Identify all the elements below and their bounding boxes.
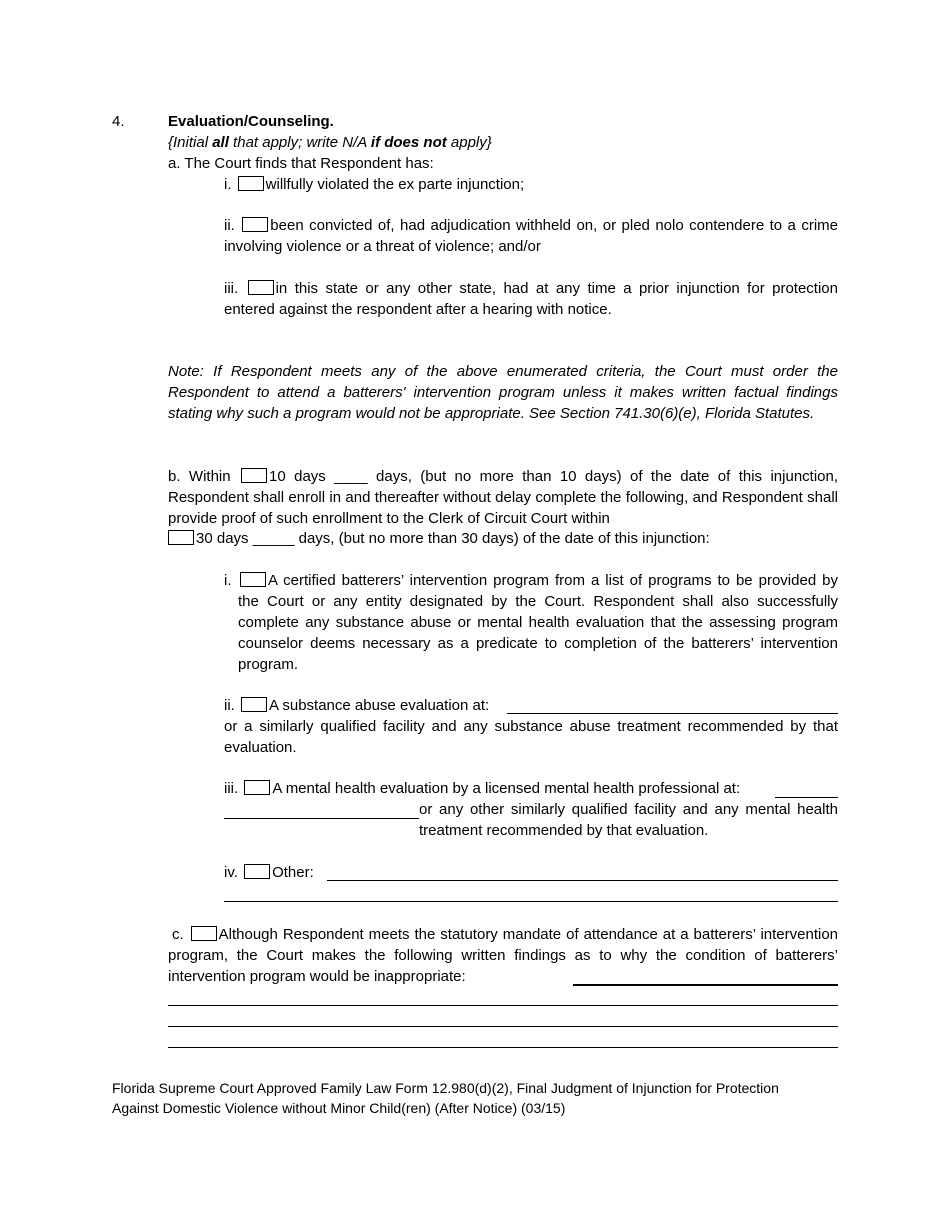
part-b-30days: 30 days _____ days, (but no more than 30 days) of the date of this injunction:: [168, 528, 710, 549]
initial-box-b-30days[interactable]: [168, 530, 194, 545]
substance-facility-line[interactable]: [507, 713, 838, 714]
section-title: Evaluation/Counseling.: [168, 113, 334, 130]
part-b-item-ii-cont: or a similarly qualified facility and any substance abuse treatment recommended by that evaluation.: [224, 718, 838, 756]
part-a-intro: a. The Court finds that Respondent has:: [168, 155, 434, 172]
part-b-item-iii-cont-1: or any other similarly qualified facility and any mental health treatment recommended by that evaluation.: [419, 801, 838, 839]
footer-line-2: Against Domestic Violence without Minor Child(ren) (After Notice) (03/15): [112, 1100, 566, 1116]
section-instruction: {Initial all that apply; write N/A if does not apply}: [168, 134, 492, 151]
mental-health-line-2[interactable]: [224, 818, 419, 819]
part-a-item-ii: ii. been convicted of, had adjudication withheld on, or pled nolo contendere to a crime involving violence or a threat of violence; and/or: [224, 217, 839, 255]
findings-line-2[interactable]: [168, 1005, 838, 1006]
part-b-item-iii: iii. A mental health evaluation by a licensed mental health professional at:: [224, 780, 741, 797]
part-a-item-iii: iii. in this state or any other state, had at any time a prior injunction for protection entered against the respondent after a hearing with notice.: [224, 280, 838, 318]
part-b-item-i-label: i.: [224, 572, 232, 589]
initial-box-a-i[interactable]: [238, 176, 264, 191]
initial-box-b-i[interactable]: [240, 572, 266, 587]
blank-10days[interactable]: ____: [334, 468, 368, 485]
part-b-intro: b. Within 10 days ____ days, (but no more than 10 days) of the date of this injunction, Respondent shall enroll in and thereafter without delay complete the following, and Respondent shall provide proof of such enrollment to the Clerk of Circuit Court within: [168, 468, 839, 527]
findings-line-4[interactable]: [168, 1047, 838, 1048]
part-b-item-ii: ii. A substance abuse evaluation at:: [224, 697, 490, 714]
footer-line-1: Florida Supreme Court Approved Family Law Form 12.980(d)(2), Final Judgment of Injunction for Protection: [112, 1080, 779, 1096]
other-line-2[interactable]: [224, 901, 838, 902]
part-b-item-i: A certified batterers’ intervention program from a list of programs to be provided by the Court or any entity designated by the Court. Respondent shall also successfully complete any substance abuse or mental health evaluation that the assessing program counselor deems necessary as a predicate to completion of the batterers’ intervention program.: [238, 572, 838, 673]
findings-line-1[interactable]: [573, 984, 838, 986]
initial-box-a-ii[interactable]: [242, 217, 268, 232]
other-line-1[interactable]: [327, 880, 838, 881]
findings-line-3[interactable]: [168, 1026, 838, 1027]
part-b-item-iv: iv. Other:: [224, 864, 314, 881]
blank-30days[interactable]: _____: [252, 530, 295, 547]
section-number: 4.: [112, 113, 125, 130]
initial-box-b-10days[interactable]: [241, 468, 267, 483]
initial-box-b-iii[interactable]: [244, 780, 270, 795]
part-a-item-i: i. willfully violated the ex parte injunction;: [224, 176, 525, 193]
initial-box-b-iv[interactable]: [244, 864, 270, 879]
note-paragraph: Note: If Respondent meets any of the above enumerated criteria, the Court must order the Respondent to attend a batterers' intervention program unless it makes written factual findings stating why such a program would not be appropriate. See Section 741.30(6)(e), Florida Statutes.: [168, 363, 838, 422]
part-c: c. Although Respondent meets the statutory mandate of attendance at a batterers’ intervention program, the Court makes the following written findings as to why the condition of batterers’ intervention program would be inappropriate:: [168, 926, 838, 985]
initial-box-b-ii[interactable]: [241, 697, 267, 712]
initial-box-a-iii[interactable]: [248, 280, 274, 295]
initial-box-c[interactable]: [191, 926, 217, 941]
mental-health-line-1[interactable]: [775, 797, 838, 798]
